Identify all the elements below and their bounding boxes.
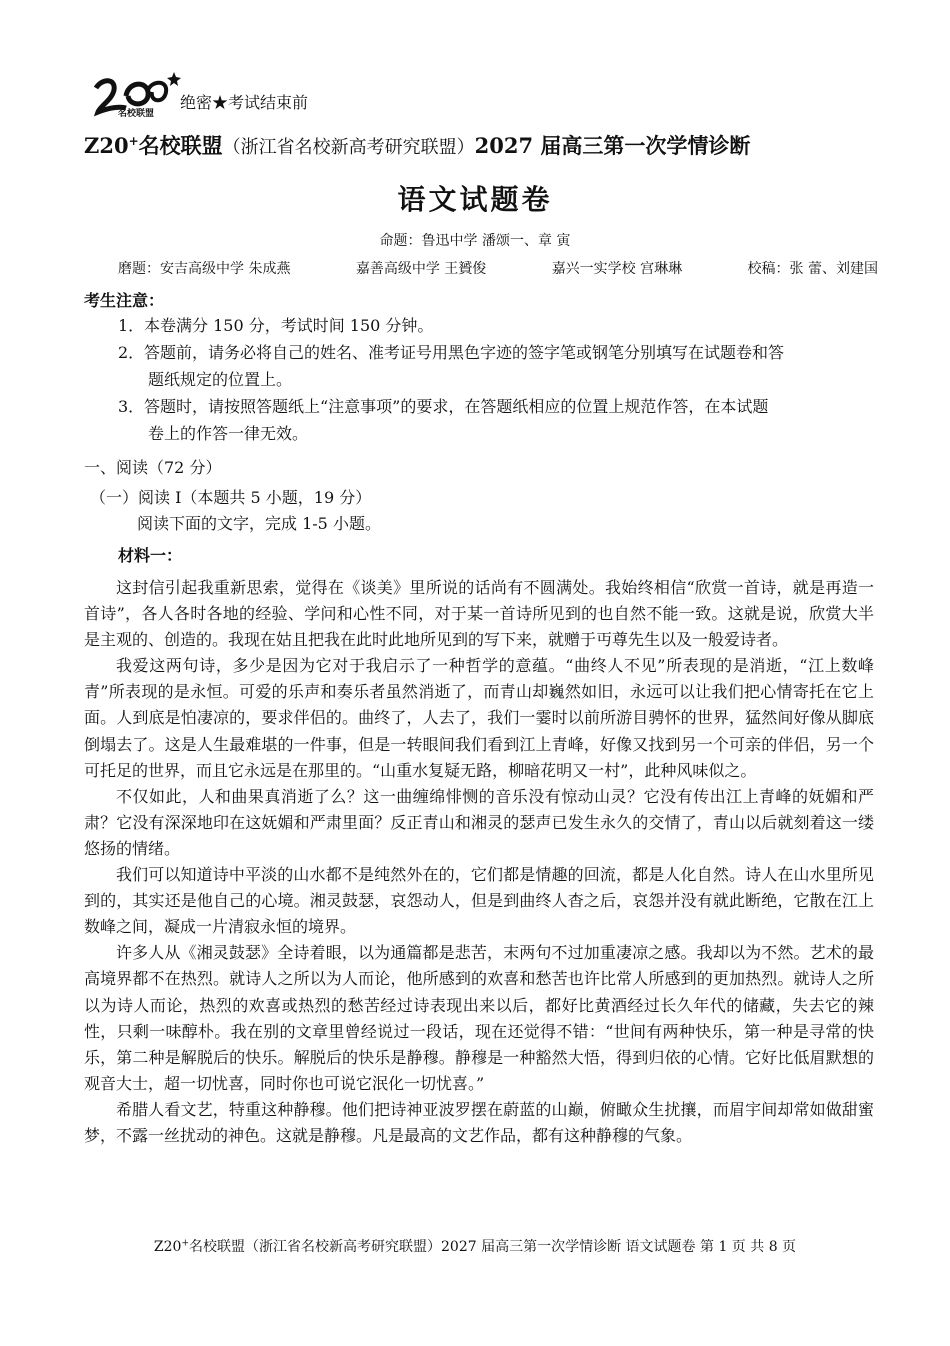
note-item [118, 393, 878, 447]
passage-paragraph: 许多人从《湘灵鼓瑟》全诗着眼，以为通篇都是悲苦，末两句不过加重凄凉之感。我却以为不然。艺术的最高境界都不在热烈。就诗人之所以为人而论，他所感到的欢喜和愁苦也许比常人所感到的更加热烈。就诗人之所以为诗人而论，热烈的欢喜或热烈的愁苦经过诗表现出来以后，都好比黄酒经过长久年代的储藏，失去它的辣性，只剩一味醇朴。我在别的文章里曾经说过一段话，现在还觉得不错：“世间有两种快乐，第一种是寻常的快乐，第二种是解脱后的快乐。解脱后的快乐是静穆。静穆是一种豁然大悟，得到归依的心情。它好比低眉默想的观音大士，超一切忧喜，同时你也可说它泯化一切忧喜。” [84, 943, 874, 1093]
exam-title-name: 名校联盟 [138, 133, 223, 158]
note-number: 2． [118, 343, 145, 362]
passage-body [84, 575, 874, 1149]
exam-title-prefix: Z20 [84, 133, 129, 158]
notes-title: 考生注意： [84, 291, 165, 310]
reading-instruction: 阅读下面的文字，完成 1-5 小题。 [137, 514, 381, 533]
note-text: 答题前，请务必将自己的姓名、准考证号用黑色字迹的签字笔或钢笔分别填写在试题卷和答 [144, 343, 785, 362]
footer-text: 名校联盟（浙江省名校新高考研究联盟）2027 届高三第一次学情诊断 语文试题卷 第 1 页 共 8 页 [189, 1239, 797, 1255]
material-label: 材料一： [118, 546, 183, 565]
page-footer [0, 1236, 950, 1256]
passage-paragraph: 这封信引起我重新思索，觉得在《谈美》里所说的话尚有不圆满处。我始终相信“欣赏一首诗，就是再造一首诗”，各人各时各地的经验、学问和心性不同，对于某一首诗所见到的也自然不能一致。这就是说，欣赏大半是主观的、创造的。我现在姑且把我在此时此地所见到的写下来，就赠于丏尊先生以及一般爱诗者。 [84, 578, 874, 650]
note-number: 3． [118, 397, 145, 416]
paper-title: 语文试题卷 [397, 183, 553, 216]
exam-title-paren: （浙江省名校新高考研究联盟） [222, 137, 475, 158]
note-text: 本卷满分 150 分，考试时间 150 分钟。 [144, 316, 434, 335]
passage-paragraph: 我爱这两句诗，多少是因为它对于我启示了一种哲学的意蕴。“曲终人不见”所表现的是消逝，“江上数峰青”所表现的是永恒。可爱的乐声和奏乐者虽然消逝了，而青山却巍然如旧，永远可以让我们把心情寄托在它上面。人到底是怕凄凉的，要求伴侣的。曲终了，人去了，我们一霎时以前所游目骋怀的世界，猛然间好像从脚底倒塌去了。这是人生最难堪的一件事，但是一转眼间我们看到江上青峰，好像又找到另一个可亲的伴侣，另一个可托足的世界，而且它永远是在那里的。“山重水复疑无路，柳暗花明又一村”，此种风味似之。 [84, 656, 874, 780]
note-item [118, 339, 878, 393]
reviewer-2: 嘉善高级中学 王贇俊 [355, 261, 487, 277]
reviewer-3: 嘉兴一实学校 宫琳琳 [551, 261, 683, 277]
exam-title [84, 130, 884, 160]
footer-prefix: Z20 [153, 1239, 182, 1255]
authors-line: 命题：鲁迅中学 潘颂一、章 寅 [379, 233, 571, 249]
passage-paragraph: 希腊人看文艺，特重这种静穆。他们把诗神亚波罗摆在蔚蓝的山巅，俯瞰众生扰攘，而眉宇间却常如做甜蜜梦，不露一丝扰动的神色。这就是静穆。凡是最高的文艺作品，都有这种静穆的气象。 [84, 1099, 874, 1145]
note-text-continued: 卷上的作答一律无效。 [148, 424, 309, 443]
note-text: 答题时，请按照答题纸上“注意事项”的要求，在答题纸相应的位置上规范作答，在本试题 [144, 397, 769, 416]
passage-paragraph: 我们可以知道诗中平淡的山水都不是纯然外在的，它们都是情趣的回流，都是人化自然。诗人在山水里所见到的，其实还是他自己的心境。湘灵鼓瑟，哀怨动人，但是到曲终人杳之后，哀怨并没有就此断绝，它散在江上数峰之间，凝成一片清寂永恒的境界。 [84, 865, 874, 937]
note-text-continued: 题纸规定的位置上。 [148, 370, 293, 389]
subsection-title: （一）阅读 I（本题共 5 小题，19 分） [90, 488, 372, 507]
reviewers-line [118, 258, 878, 278]
note-number: 1． [118, 316, 145, 335]
proofreaders: 校稿：张 蕾、刘建国 [747, 261, 878, 277]
note-item [118, 312, 878, 339]
logo-caption: 名校联盟 [118, 109, 155, 119]
secret-label: 绝密★考试结束前 [180, 93, 309, 112]
reviewer-1: 磨题：安吉高级中学 朱成燕 [118, 261, 291, 277]
exam-title-sup: + [128, 134, 139, 148]
exam-title-rest: 2027 届高三第一次学情诊断 [474, 133, 751, 158]
footer-sup: + [181, 1238, 190, 1249]
section-title: 一、阅读（72 分） [84, 458, 222, 477]
passage-paragraph: 不仅如此，人和曲果真消逝了么？这一曲缠绵悱恻的音乐没有惊动山灵？它没有传出江上青峰的妩媚和严肃？它没有深深地印在这妩媚和严肃里面？反正青山和湘灵的瑟声已发生永久的交情了，青山以后就刻着这一缕悠扬的情绪。 [84, 786, 874, 858]
